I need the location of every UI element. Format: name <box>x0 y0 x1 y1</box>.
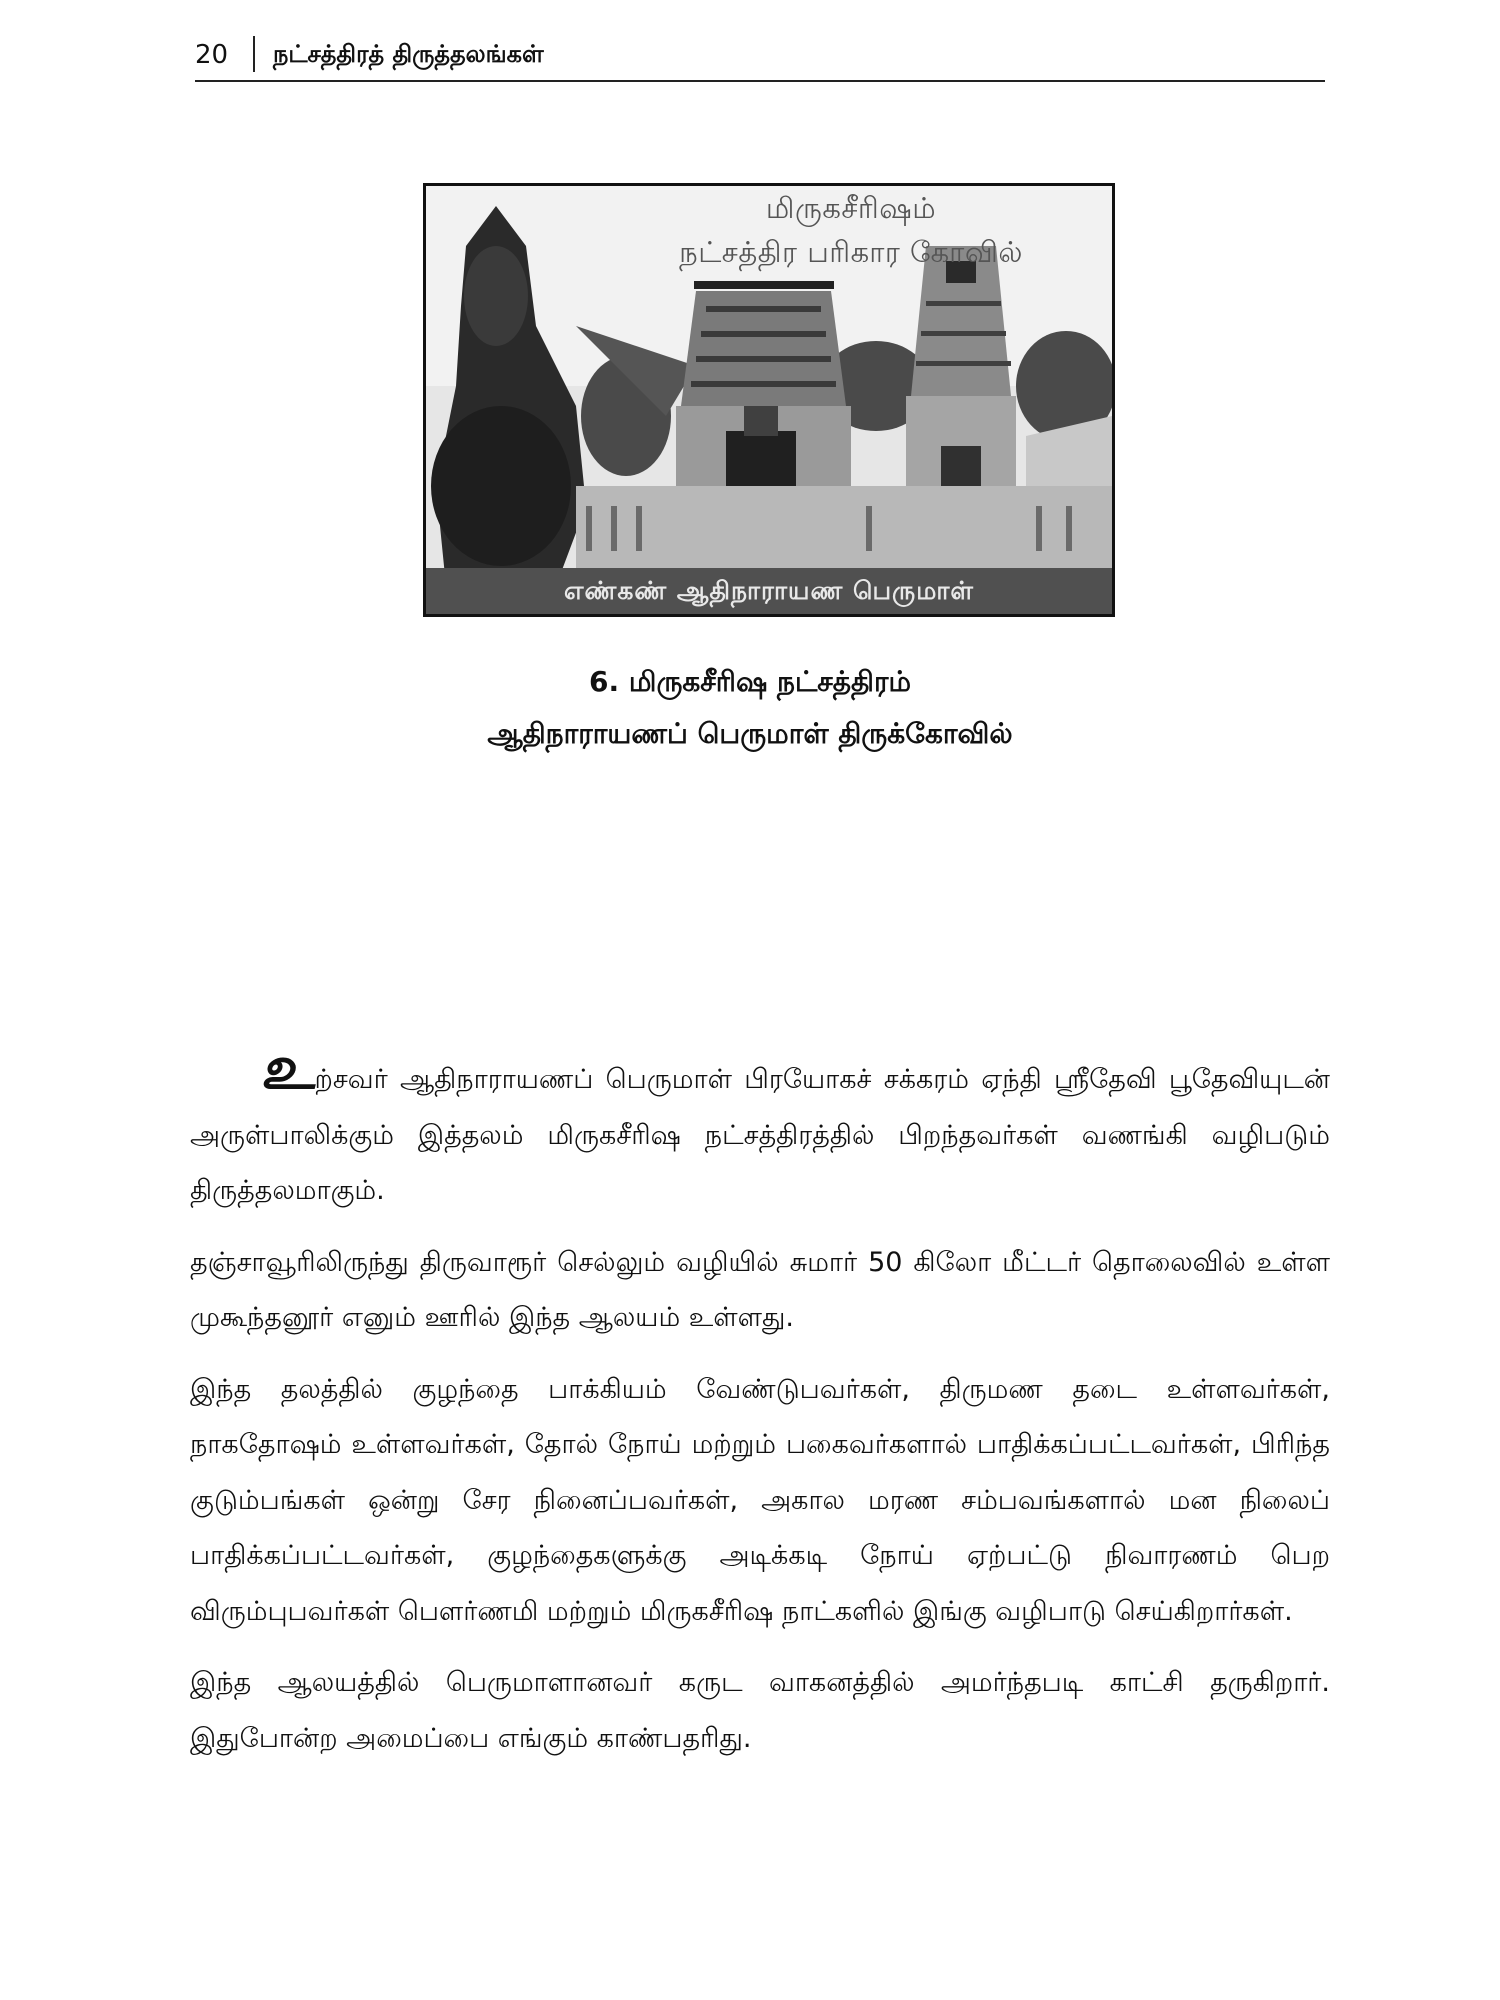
paragraph-1 <box>190 1033 1330 1219</box>
header-divider <box>253 36 255 72</box>
drop-cap: உ <box>260 1033 315 1103</box>
running-title: நட்சத்திரத் திருத்தலங்கள் <box>273 40 544 68</box>
chapter-title <box>300 656 1200 760</box>
paragraph-4: இந்த ஆலயத்தில் பெருமாளானவர் கருட வாகனத்தில் அமர்ந்தபடி காட்சி தருகிறார். இதுபோன்ற அமைப்பை எங்கும் காண்பதரிது. <box>190 1667 1330 1754</box>
paragraph-1-text: ற்சவர் ஆதிநாராயணப் பெருமாள் பிரயோகச் சக்கரம் ஏந்தி ஸ்ரீதேவி பூதேவியுடன் அருள்பாலிக்கும் இத்தலம் மிருகசீரிஷ நட்சத்திரத்தில் பிறந்தவர்கள் வணங்கி வழிபடும் திருத்தலமாகும். <box>190 1064 1330 1206</box>
temple-photo <box>423 183 1115 617</box>
chapter-title-line2: ஆதிநாராயணப் பெருமாள் திருக்கோவில் <box>487 717 1013 750</box>
body-text <box>190 1033 1330 1782</box>
photo-caption-line1: மிருகசீரிஷம் <box>765 191 937 225</box>
paragraph-2: தஞ்சாவூரிலிருந்து திருவாரூர் செல்லும் வழியில் சுமார் 50 கிலோ மீட்டர் தொலைவில் உள்ள முகூந்தனூர் எனும் ஊரில் இந்த ஆலயம் உள்ளது. <box>190 1246 1330 1333</box>
paragraph-3: இந்த தலத்தில் குழந்தை பாக்கியம் வேண்டுபவர்கள், திருமண தடை உள்ளவர்கள், நாகதோஷம் உள்ளவர்கள், தோல் நோய் மற்றும் பகைவர்களால் பாதிக்கப்பட்டவர்கள், பிரிந்த குடும்பங்கள் ஒன்று சேர நினைப்பவர்கள், அகால மரண சம்பவங்களால் மன நிலைப் பாதிக்கப்பட்டவர்கள், குழந்தைகளுக்கு அடிக்கடி நோய் ஏற்பட்டு நிவாரணம் பெற விரும்புபவர்கள் பௌர்ணமி மற்றும் மிருகசீரிஷ நாட்களில் இங்கு வழிபாடு செய்கிறார்கள். <box>190 1373 1330 1627</box>
page-header <box>195 36 1325 82</box>
photo-caption-top <box>596 186 1106 274</box>
chapter-title-line1: 6. மிருகசீரிஷ நட்சத்திரம் <box>589 665 911 698</box>
photo-caption-bottom: எண்கண் ஆதிநாராயண பெருமாள் <box>426 568 1112 614</box>
photo-caption-line2: நட்சத்திர பரிகார கோவில் <box>679 235 1023 269</box>
page-number: 20 <box>195 40 229 70</box>
